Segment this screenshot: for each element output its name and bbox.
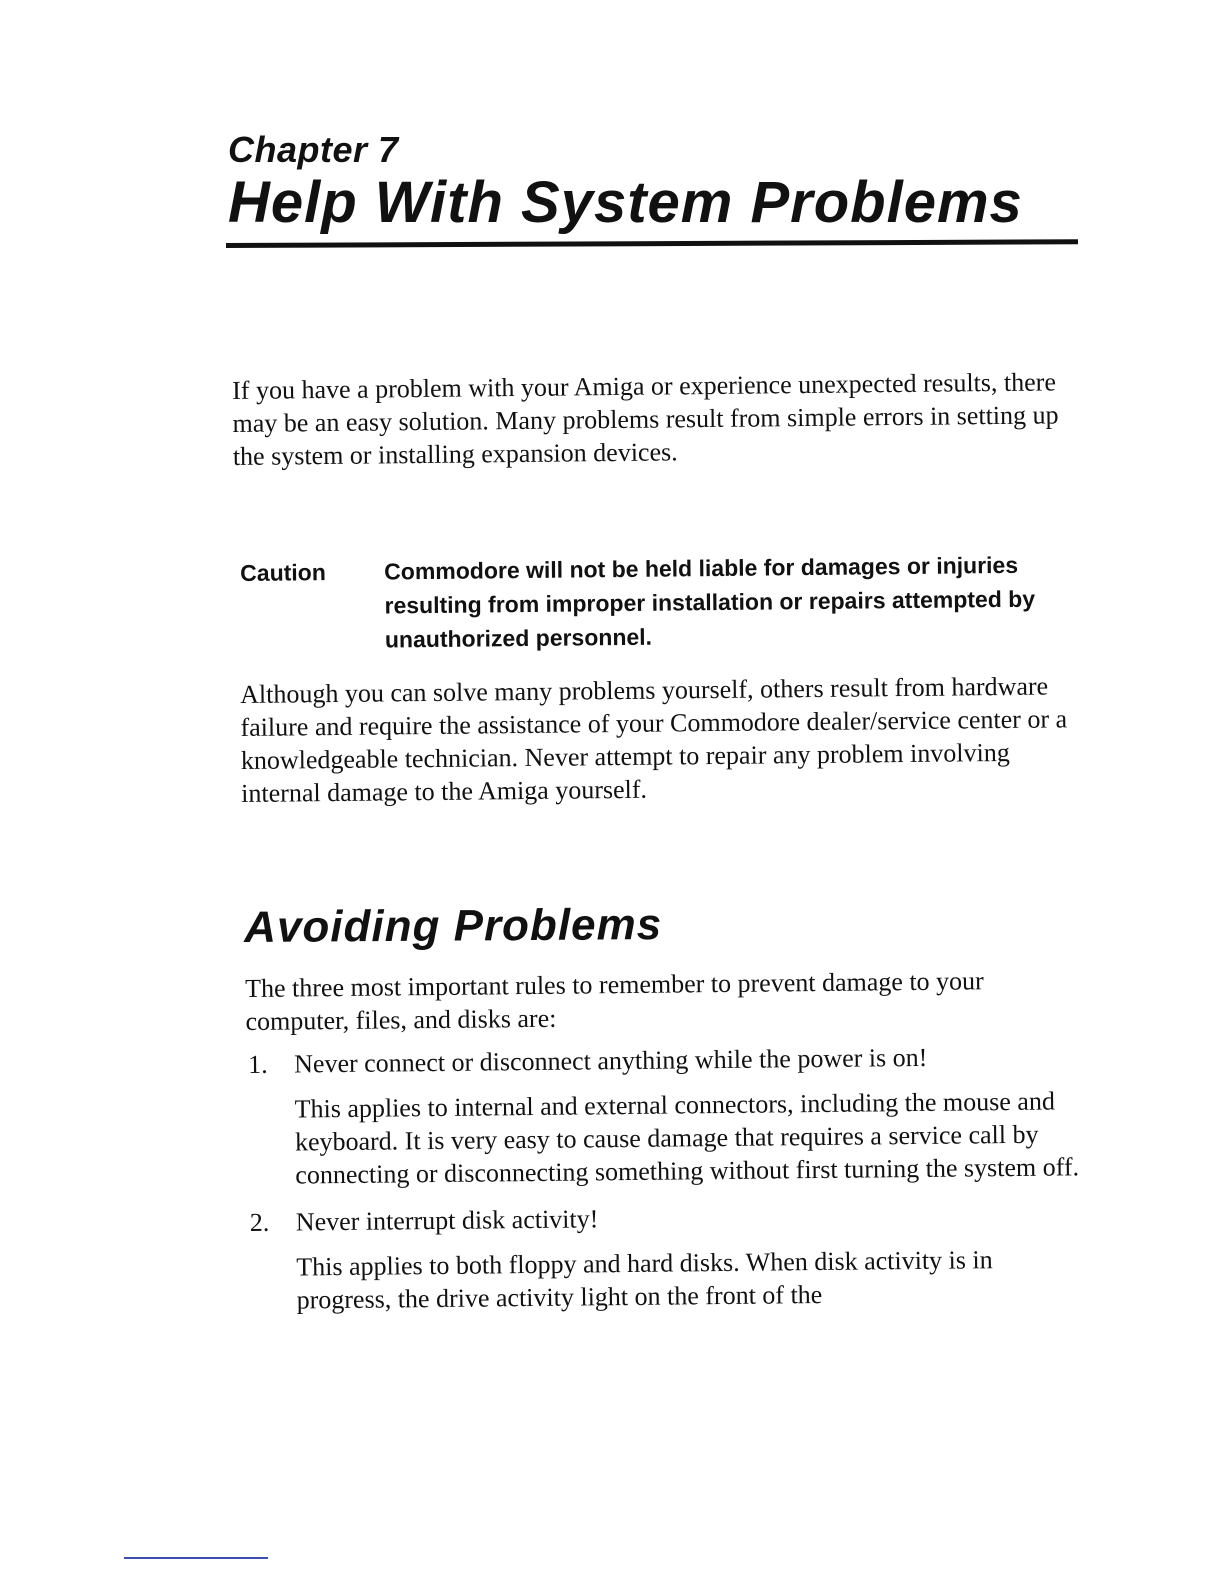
rule-heading: Never interrupt disk activity! xyxy=(295,1204,599,1237)
rule-heading: Never connect or disconnect anything while the power is on! xyxy=(294,1042,928,1079)
rules-list xyxy=(246,1039,1099,1331)
chapter-label: Chapter 7 xyxy=(228,129,399,170)
section-intro-paragraph: The three most important rules to remember to prevent damage to your computer, files, and disks are: xyxy=(245,966,984,1036)
chapter-title: Help With System Problems xyxy=(228,170,1023,235)
caution-label: Caution xyxy=(240,559,326,586)
caution-block xyxy=(240,543,1060,653)
footer-rule xyxy=(124,1557,268,1559)
caution-text: Commodore will not be held liable for damages or injuries resulting from improper installation or repairs attempted by unauthorized personnel. xyxy=(384,551,1036,653)
section-heading: Avoiding Problems xyxy=(244,900,663,952)
rule-item xyxy=(246,1039,1097,1192)
rule-item xyxy=(248,1197,1099,1317)
title-rule xyxy=(226,239,1078,248)
rule-body: This applies to both floppy and hard disks. When disk activity is in progress, the drive activity light on the front of the xyxy=(296,1245,993,1315)
intro-paragraph: If you have a problem with your Amiga or experience unexpected results, there may be an easy solution. Many problems result from simple errors in setting up the system or installing expansion devices. xyxy=(232,367,1059,471)
rule-number: 2. xyxy=(249,1207,270,1237)
rule-body: This applies to internal and external connectors, including the mouse and keyboard. It is very easy to cause damage that requires a service call by connecting or disconnecting something without first turning the system off. xyxy=(294,1086,1080,1190)
hardware-note-paragraph: Although you can solve many problems yourself, others result from hardware failure and require the assistance of your Commodore dealer/service center or a knowledgeable technician. Never attempt to repair any problem involving internal damage to the Amiga yourself. xyxy=(240,671,1068,808)
rule-number: 1. xyxy=(248,1049,268,1079)
